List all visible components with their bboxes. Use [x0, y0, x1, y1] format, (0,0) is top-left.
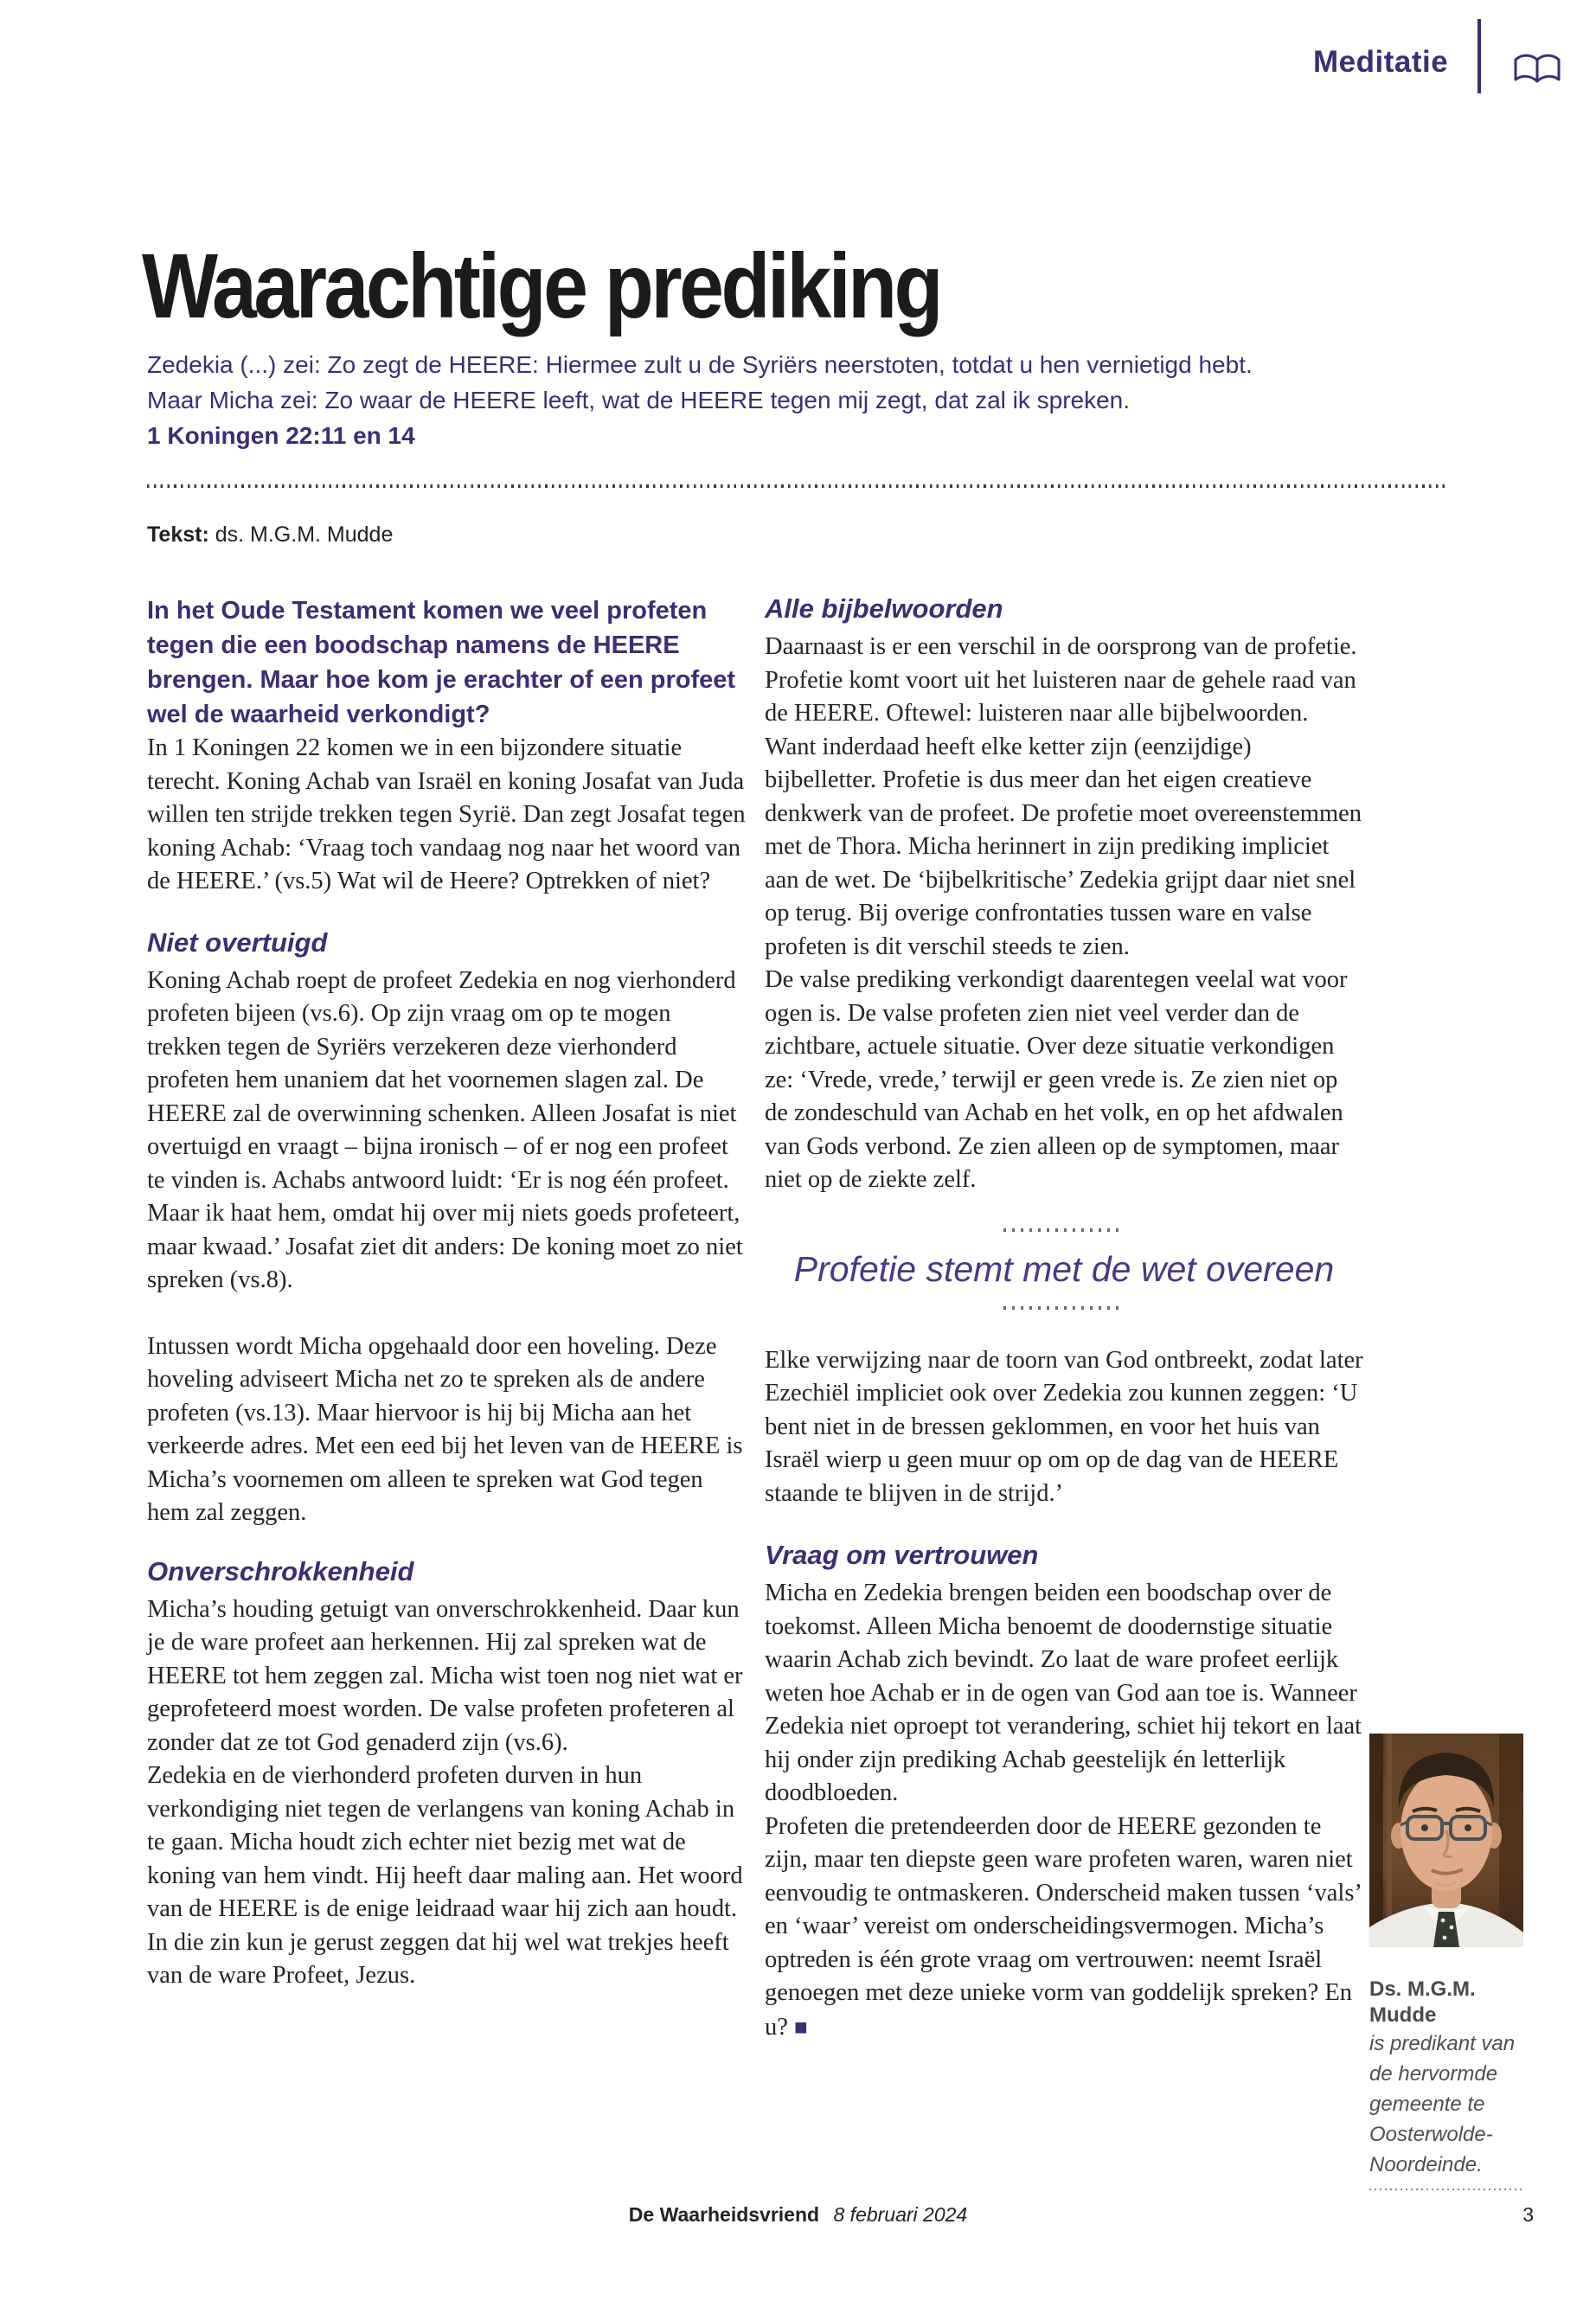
subheading-vraag-om-vertrouwen: Vraag om vertrouwen — [765, 1540, 1039, 1570]
scripture-quote — [147, 347, 1410, 453]
byline — [147, 522, 393, 548]
dotted-rule — [147, 484, 1449, 488]
footer-magazine-name: De Waarheidsvriend — [628, 2203, 820, 2226]
author-photo — [1369, 1734, 1523, 1947]
header-divider — [1477, 19, 1481, 93]
footer-page-number: 3 — [1522, 2203, 1534, 2226]
footer-date: 8 februari 2024 — [833, 2203, 968, 2226]
scripture-reference: 1 Koningen 22:11 en 14 — [147, 422, 415, 449]
subheading-onverschrokkenheid: Onverschrokkenheid — [147, 1555, 414, 1586]
author-box — [1369, 1734, 1523, 2190]
author-name: Ds. M.G.M. Mudde — [1369, 1977, 1476, 2027]
byline-label: Tekst: — [147, 522, 209, 547]
right-column — [765, 593, 1363, 2044]
article-intro: In het Oude Testament komen we veel profeten tegen die een boodschap namens de HEERE brengen. Maar hoe kom je erachter of een profeet wel de waarheid verkondigt? — [147, 597, 736, 728]
body-paragraph: Zedekia en de vierhonderd profeten durven in hun verkondiging niet tegen de verlangens van koning Achab in te gaan. Micha houdt zich echter niet bezig met wat de koning van hem vindt. Hij heeft daar maling aan. Het woord van de HEERE is de enige leidraad waar hij zich aan houdt. In die zin kun je gerust zeggen dat hij wel wat trekjes heeft van de ware Profeet, Jezus. — [147, 1762, 743, 1989]
body-paragraph: Daarnaast is er een verschil in de oorsprong van de profetie. Profetie komt voort uit het luisteren naar de gehele raad van de HEERE. Oftewel: luisteren naar alle bijbelwoorden. Want inderdaad heeft elke ketter zijn (eenzijdige) bijbelletter. Profetie is dus meer dan het eigen creatieve denkwerk van de profeet. De profetie moet overeenstemmen met de Thora. Micha herinnert in zijn prediking impliciet aan de wet. De ‘bijbelkritische’ Zedekia grijpt daar niet snel op terug. Bij overige confrontaties tussen ware en valse profeten is dit verschil steeds te zien. — [765, 633, 1362, 960]
subheading-alle-bijbelwoorden: Alle bijbelwoorden — [765, 593, 1003, 624]
left-column — [147, 593, 746, 1993]
body-paragraph: In 1 Koningen 22 komen we in een bijzondere situatie terecht. Koning Achab van Israël en koning Josafat van Juda willen ten strijde trekken tegen Syrië. Dan zegt Josafat tegen koning Achab: ‘Vraag toch vandaag nog naar het woord van de HEERE.’ (vs.5) Wat wil de Heere? Optrekken of niet? — [147, 734, 746, 894]
body-paragraph: Elke verwijzing naar de toorn van God ontbreekt, zodat later Ezechiël impliciet ook over Zedekia zou kunnen zeggen: ‘U bent niet in de bressen geklommen, en voor het huis van Israël wierp u geen muur op om op de dag van de HEERE staande te blijven in de strijd.’ — [765, 1346, 1363, 1507]
section-label: Meditatie — [1313, 45, 1449, 79]
body-paragraph: Micha en Zedekia brengen beiden een boodschap over de toekomst. Alleen Micha benoemt de doodernstige situatie waarin Achab zich bevindt. Zo laat de ware profeet eerlijk weten hoe Achab er in de ogen van God aan toe is. Wanneer Zedekia niet oproept tot verandering, schiet hij tekort en laat hij onder zijn prediking Achab geestelijk én letterlijk doodbloeden. — [765, 1580, 1362, 1806]
dotted-separator — [1003, 1306, 1125, 1310]
body-paragraph: Micha’s houding getuigt van onverschrokkenheid. Daar kun je de ware profeet aan herkennen. Hij zal spreken wat de HEERE tot hem zeggen zal. Micha wist toen nog niet wat er geprofeteerd moest worden. De valse profeten profeteren al zonder dat ze tot God genaderd zijn (vs.6). — [147, 1595, 743, 1756]
footer — [0, 2203, 1596, 2227]
dotted-separator — [1003, 1228, 1125, 1232]
author-bio: is predikant van de hervormde gemeente te Oosterwolde-Noordeinde. — [1369, 2032, 1516, 2176]
body-paragraph: Koning Achab roept de profeet Zedekia en nog vierhonderd profeten bijeen (vs.6). Op zijn vraag om op te mogen trekken tegen de Syriërs verzekeren deze vierhonderd profeten hem unaniem dat het voornemen slagen zal. De HEERE zal de overwinning schenken. Alleen Josafat is niet overtuigd en vraagt – bijna ironisch – of er nog een profeet te vinden is. Achabs antwoord luidt: ‘Er is nog één profeet. Maar ik haat hem, omdat hij over mij niets goeds profeteert, maar kwaad.’ Josafat ziet dit anders: De koning moet zo niet spreken (vs.8). — [147, 966, 743, 1293]
body-paragraph — [765, 1811, 1363, 2045]
body-paragraph-text: Profeten die pretendeerden door de HEERE gezonden te zijn, maar ten diepste geen ware profeten waren, waren niet eenvoudig te ontmaskeren. Onderscheid maken tussen ‘vals’ en ‘waar’ vereist om onderscheidingsvermogen. Micha’s optreden is één grote vraag om vertrouwen: neemt Israël genoegen met deze unieke vorm van goddelijk spreken? En u? — [765, 1812, 1361, 2041]
scripture-line: Zedekia (...) zei: Zo zegt de HEERE: Hiermee zult u de Syriërs neerstoten, totdat u hen vernietigd hebt. — [147, 351, 1253, 378]
byline-author: ds. M.G.M. Mudde — [215, 522, 394, 547]
open-book-icon — [1512, 52, 1562, 88]
page-title: Waarachtige prediking — [142, 235, 941, 338]
dotted-rule-small — [1369, 2189, 1523, 2190]
body-paragraph: Intussen wordt Micha opgehaald door een hoveling. Deze hoveling adviseert Micha net zo te spreken als de andere profeten (vs.13). Maar hiervoor is hij bij Micha aan het verkeerde adres. Met een eed bij het leven van de HEERE is Micha’s voornemen om alleen te spreken wat God tegen hem zal zeggen. — [147, 1332, 743, 1526]
subheading-niet-overtuigd: Niet overtuigd — [147, 926, 328, 958]
article-end-marker: ■ — [794, 2013, 808, 2040]
pull-quote: Profetie stemt met de wet overeen — [793, 1248, 1335, 1289]
scripture-line: Maar Micha zei: Zo waar de HEERE leeft, wat de HEERE tegen mij zegt, dat zal ik spreken. — [147, 387, 1131, 413]
body-paragraph: De valse prediking verkondigt daarentegen veelal wat voor ogen is. De valse profeten zien niet veel verder dan de zichtbare, actuele situatie. Over deze situatie verkondigen ze: ‘Vrede, vrede,’ terwijl er geen vrede is. Ze zien niet op de zondeschuld van Achab en het volk, en op het afdwalen van Gods verbond. Ze zien alleen op de symptomen, maar niet op de ziekte zelf. — [765, 966, 1348, 1193]
